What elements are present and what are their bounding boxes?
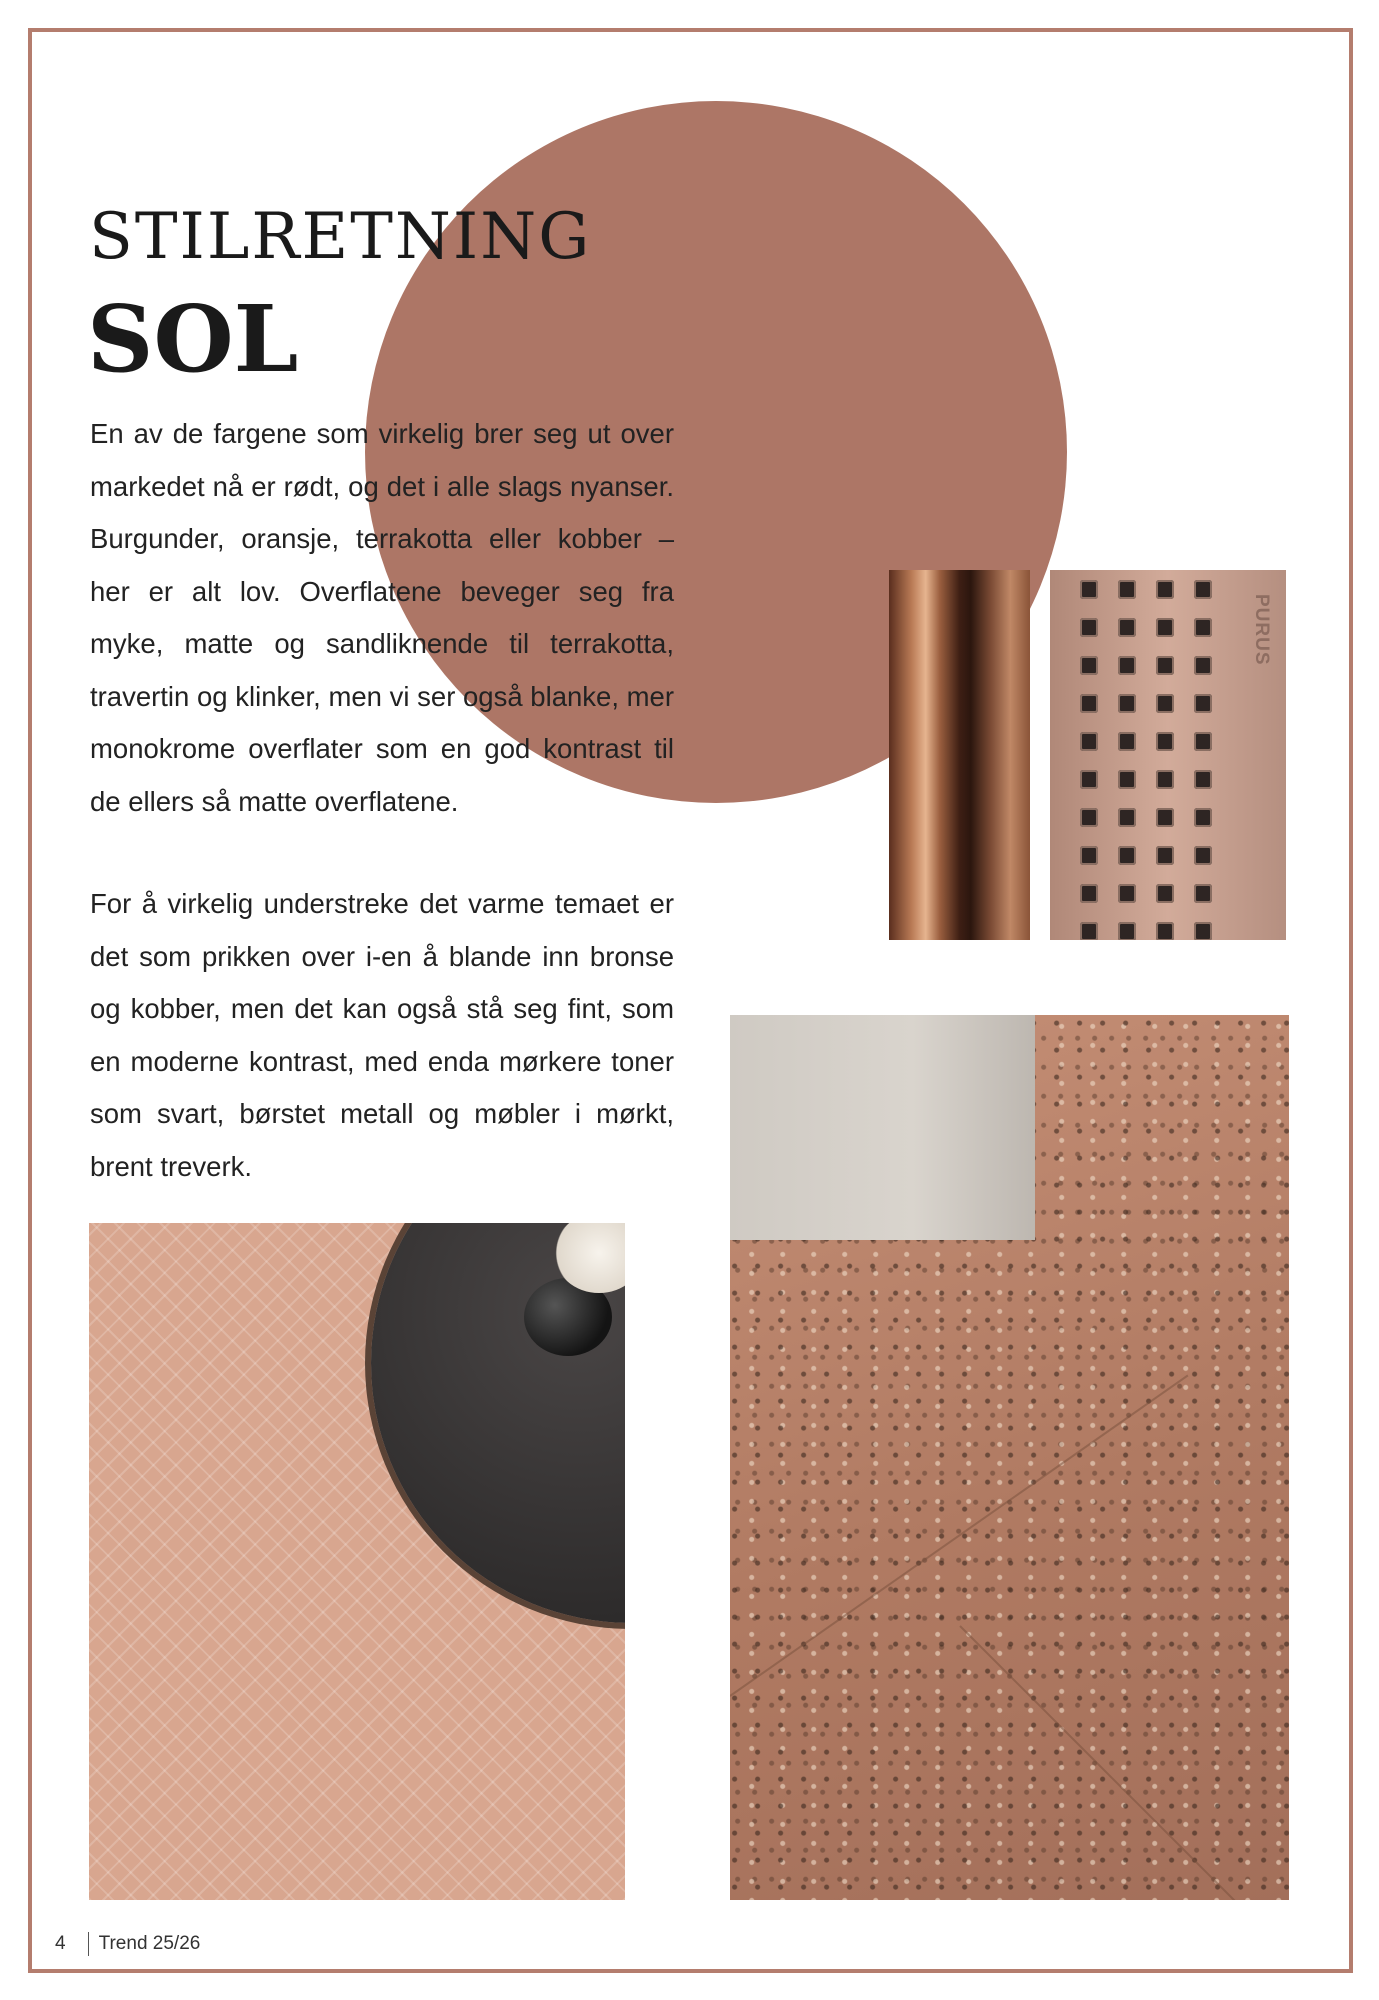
page-footer [55,1932,200,1956]
concrete-plinth [730,1015,1035,1240]
terrazzo-floor-image [730,1015,1289,1900]
tile-seam [730,1375,1188,1697]
drain-grate-image [1050,570,1286,940]
drain-brand-mark: PURUS [1251,594,1272,666]
page-number: 4 [55,1933,66,1954]
section-kicker: STILRETNING [89,200,592,274]
body-paragraph-2: For å virkelig understreke det varme temaet er det som prikken over i-en å blande inn bronse og kobber, men det kan også stå seg fint, som en moderne kontrast, med enda mørkere toner som svart, børstet metall og møbler i mørkt, brent treverk. [90,888,674,1182]
footer-divider [88,1932,89,1956]
drain-holes [1080,580,1212,940]
herringbone-tile-image [89,1223,625,1900]
copper-pipe-image [889,570,1030,940]
body-paragraph-1: En av de fargene som virkelig brer seg ut over markedet nå er rødt, og det i alle slags nyanser. Burgunder, oransje, terrakotta eller kobber – her er alt lov. Overflatene beveger seg fra myke, matte og sandliknende til terrakotta, travertin og klinker, men vi ser også blanke, mer monokrome overflater som en god kontrast til de ellers så matte overflatene. [90,418,674,817]
page-title: SOL [87,285,299,393]
publication-name: Trend 25/26 [98,1933,201,1954]
tile-seam [959,1625,1289,1900]
